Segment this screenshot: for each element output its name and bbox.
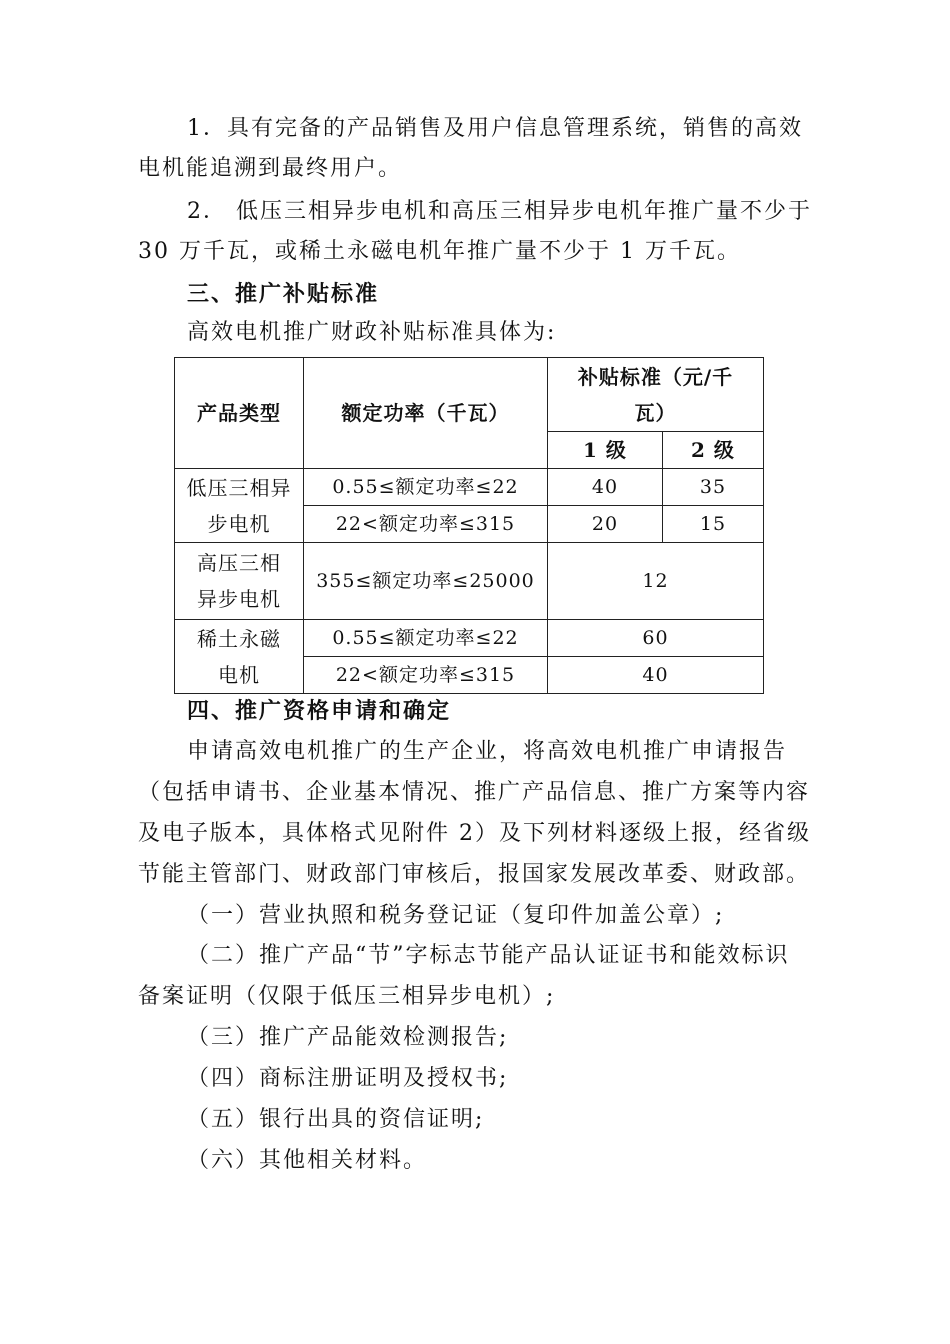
rare-earth-type-line-2: 电机 xyxy=(218,662,260,687)
rare-earth-range-2-value: 40 xyxy=(548,657,764,694)
section-heading-3: 三、推广补贴标准 xyxy=(187,281,380,307)
rare-earth-type-line-1: 稀土永磁 xyxy=(197,626,281,651)
row-low-voltage-type xyxy=(175,469,304,543)
subsidy-table xyxy=(174,357,764,694)
paragraph-1-line-2: 电机能追溯到最终用户。 xyxy=(138,156,403,181)
header-rated-power: 额定功率（千瓦） xyxy=(304,358,548,469)
rare-earth-range-2: 22<额定功率≤315 xyxy=(304,657,548,694)
list-item-6: （六）其他相关材料。 xyxy=(187,1148,428,1173)
table-intro: 高效电机推广财政补贴标准具体为: xyxy=(187,320,557,345)
paragraph-3-line-4: 节能主管部门、财政部门审核后，报国家发展改革委、财政部。 xyxy=(138,862,811,887)
row-rare-earth-type xyxy=(175,620,304,694)
list-item-2-line-2: 备案证明（仅限于低压三相异步电机）; xyxy=(138,984,556,1009)
paragraph-3-line-2: （包括申请书、企业基本情况、推广产品信息、推广方案等内容 xyxy=(138,780,811,805)
low-voltage-range-2-level-1: 20 xyxy=(548,506,663,543)
paragraph-3-line-1: 申请高效电机推广的生产企业，将高效电机推广申请报告 xyxy=(187,739,788,764)
list-item-4: （四）商标注册证明及授权书; xyxy=(187,1066,509,1091)
list-item-3: （三）推广产品能效检测报告; xyxy=(187,1025,509,1050)
rare-earth-range-1-value: 60 xyxy=(548,620,764,657)
header-level-2: 2 级 xyxy=(663,432,764,469)
header-level-1: 1 级 xyxy=(548,432,663,469)
rare-earth-range-1: 0.55≤额定功率≤22 xyxy=(304,620,548,657)
row-high-voltage-type xyxy=(175,543,304,620)
header-subsidy-line-1: 补贴标准（元/千 xyxy=(577,364,734,389)
header-product-type: 产品类型 xyxy=(175,358,304,469)
header-subsidy-line-2: 瓦） xyxy=(634,400,677,425)
high-voltage-type-line-2: 异步电机 xyxy=(197,587,281,611)
high-voltage-value: 12 xyxy=(548,543,764,620)
high-voltage-type-line-1: 高压三相 xyxy=(197,551,281,575)
low-voltage-type-line-2: 步电机 xyxy=(207,511,271,536)
paragraph-2-line-2: 30 万千瓦，或稀土永磁电机年推广量不少于 1 万千瓦。 xyxy=(138,239,741,264)
high-voltage-range: 355≤额定功率≤25000 xyxy=(304,543,548,620)
section-heading-4: 四、推广资格申请和确定 xyxy=(187,698,452,724)
paragraph-3-line-3: 及电子版本，具体格式见附件 2）及下列材料逐级上报，经省级 xyxy=(138,821,811,846)
paragraph-1-line-1: 1．具有完备的产品销售及用户信息管理系统，销售的高效 xyxy=(187,116,803,141)
paragraph-2-line-1: 2． 低压三相异步电机和高压三相异步电机年推广量不少于 xyxy=(187,199,812,224)
low-voltage-range-2-level-2: 15 xyxy=(663,506,764,543)
list-item-5: （五）银行出具的资信证明; xyxy=(187,1107,485,1132)
list-item-1: （一）营业执照和税务登记证（复印件加盖公章）; xyxy=(187,903,725,928)
low-voltage-type-line-1: 低压三相异 xyxy=(186,475,292,500)
list-item-2-line-1: （二）推广产品“节”字标志节能产品认证证书和能效标识 xyxy=(187,943,790,968)
low-voltage-range-1: 0.55≤额定功率≤22 xyxy=(304,469,548,506)
header-subsidy-standard xyxy=(548,358,764,432)
low-voltage-range-1-level-1: 40 xyxy=(548,469,663,506)
low-voltage-range-2: 22<额定功率≤315 xyxy=(304,506,548,543)
low-voltage-range-1-level-2: 35 xyxy=(663,469,764,506)
